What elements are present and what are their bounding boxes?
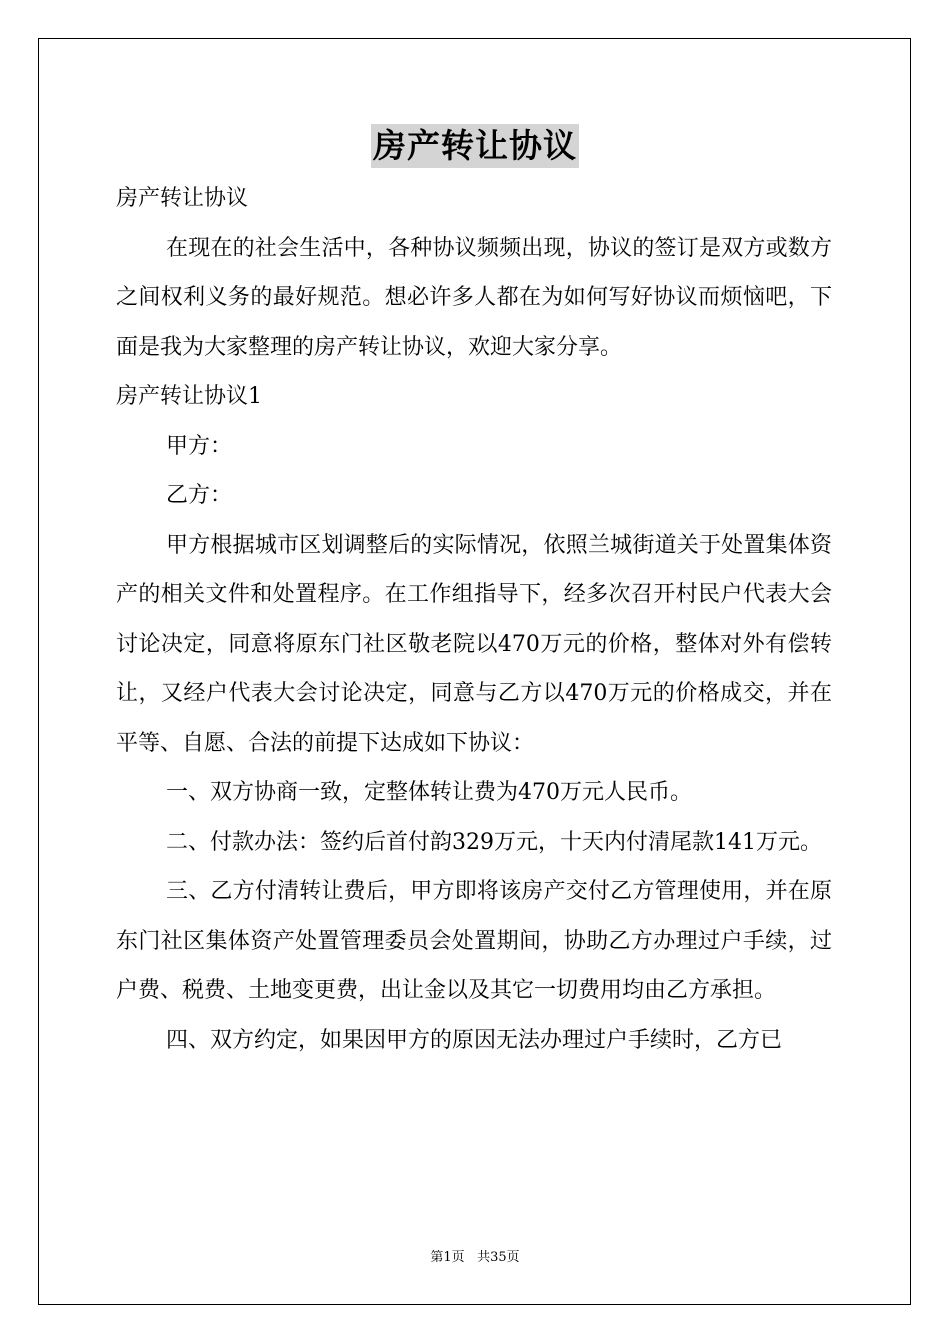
paragraph-party-b: 乙方： — [166, 483, 233, 508]
page-total: 共35页 — [477, 1250, 520, 1265]
paragraph-clause-3: 三、乙方付清转让费后，甲方即将该房产交付乙方管理使用，并在原东门社区集体资产处置管理委员会处置期间，协助乙方办理过户手续，过户费、税费、土地变更费，出让金以及其它一切费用均由乙方承担。 — [116, 879, 832, 1003]
title-area — [0, 124, 950, 168]
paragraph-intro: 在现在的社会生活中，各种协议频频出现，协议的签订是双方或数方之间权利义务的最好规范。想必许多人都在为如何写好协议而烦恼吧，下面是我为大家整理的房产转让协议，欢迎大家分享。 — [116, 235, 832, 360]
paragraph-party-a: 甲方： — [166, 433, 233, 459]
page-footer — [0, 1249, 950, 1267]
paragraph-background: 甲方根据城市区划调整后的实际情况，依照兰城街道关于处置集体资产的相关文件和处置程序。在工作组指导下，经多次召开村民户代表大会讨论决定，同意将原东门社区敬老院以470万元的价格，整体对外有偿转让，又经户代表大会讨论决定，同意与乙方以470万元的价格成交，并在平等、自愿、合法的前提下达成如下协议： — [116, 532, 832, 756]
paragraph-clause-1: 一、双方协商一致，定整体转让费为470万元人民币。 — [166, 780, 692, 805]
paragraph-clause-4: 四、双方约定，如果因甲方的原因无法办理过户手续时，乙方已 — [166, 1027, 783, 1053]
paragraph-subtitle: 房产转让协议 — [116, 186, 249, 211]
paragraph-section-heading: 房产转让协议1 — [116, 384, 262, 409]
paragraph-clause-2: 二、付款办法：签约后首付韵329万元，十天内付清尾款141万元。 — [166, 829, 822, 855]
document-title: 房产转让协议 — [371, 124, 579, 168]
page-number: 第1页 — [430, 1250, 465, 1265]
document-body — [116, 174, 832, 1065]
